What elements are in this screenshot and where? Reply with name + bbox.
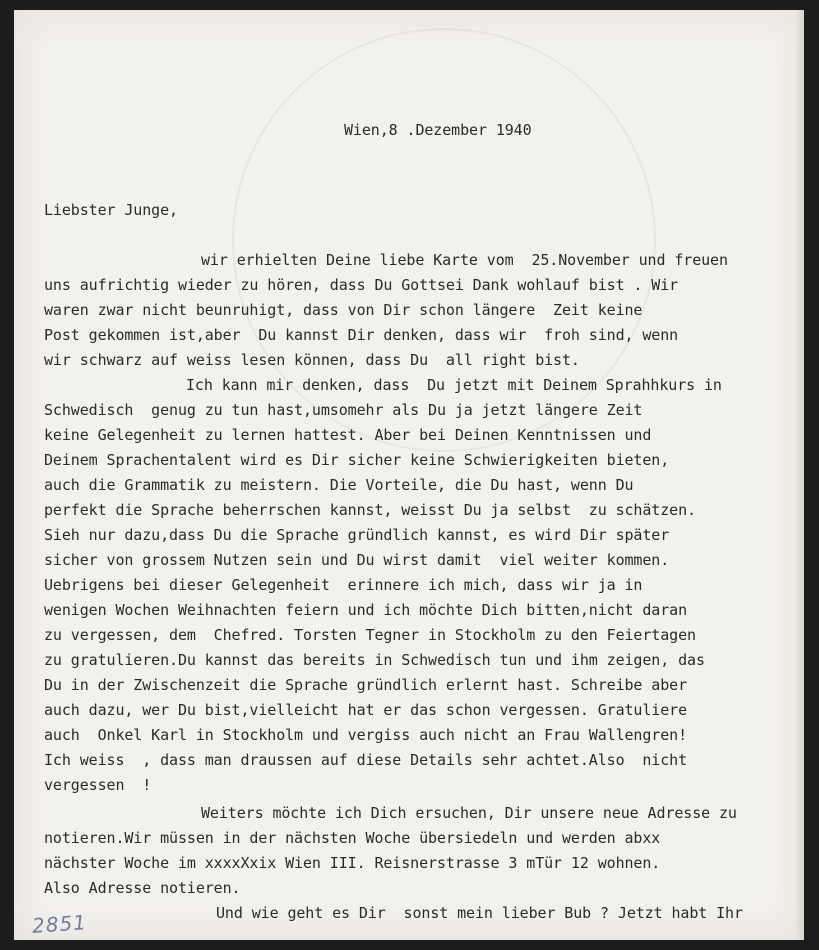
body-line: wir erhielten Deine liebe Karte vom 25.November und freuen: [201, 251, 728, 269]
body-line: Schwedisch genug zu tun hast,umsomehr als Du ja jetzt längere Zeit: [44, 401, 643, 419]
body-line: Deinem Sprachentalent wird es Dir sicher keine Schwierigkeiten bieten,: [44, 451, 670, 469]
body-line: Also Adresse notieren.: [44, 879, 241, 897]
body-line: auch die Grammatik zu meistern. Die Vorteile, die Du hast, wenn Du: [44, 476, 634, 494]
body-line: wenigen Wochen Weihnachten feiern und ich möchte Dich bitten,nicht daran: [44, 601, 688, 619]
body-line: vergessen !: [44, 776, 152, 794]
body-line: notieren.Wir müssen in der nächsten Woche übersiedeln und werden abxx: [44, 829, 661, 847]
body-line: keine Gelegenheit zu lernen hattest. Aber bei Deinen Kenntnissen und: [44, 426, 652, 444]
letter-page: [14, 10, 804, 940]
body-line: Du in der Zwischenzeit die Sprache gründlich erlernt hast. Schreibe aber: [44, 676, 688, 694]
body-line: Ich weiss , dass man draussen auf diese Details sehr achtet.Also nicht: [44, 751, 688, 769]
body-line: Sieh nur dazu,dass Du die Sprache gründlich kannst, es wird Dir später: [44, 526, 670, 544]
body-line: auch dazu, wer Du bist,vielleicht hat er das schon vergessen. Gratuliere: [44, 701, 688, 719]
body-line: wir schwarz auf weiss lesen können, dass Du all right bist.: [44, 351, 580, 369]
body-line: zu vergessen, dem Chefred. Torsten Tegner in Stockholm zu den Feiertagen: [44, 626, 696, 644]
body-line: auch Onkel Karl in Stockholm und vergiss auch nicht an Frau Wallengren!: [44, 726, 688, 744]
body-line: waren zwar nicht beunruhigt, dass von Dir schon längere Zeit keine: [44, 301, 643, 319]
body-line: Weiters möchte ich Dich ersuchen, Dir unsere neue Adresse zu: [201, 804, 737, 822]
salutation: Liebster Junge,: [44, 201, 178, 219]
body-line: Und wie geht es Dir sonst mein lieber Bub ? Jetzt habt Ihr: [216, 904, 743, 922]
letter-date: Wien,8 .Dezember 1940: [344, 121, 532, 139]
body-line: nächster Woche im xxxxXxix Wien III. Reisnerstrasse 3 mTür 12 wohnen.: [44, 854, 661, 872]
body-line: Post gekommen ist,aber Du kannst Dir denken, dass wir froh sind, wenn: [44, 326, 679, 344]
page-edge: [796, 10, 804, 940]
body-line: uns aufrichtig wieder zu hören, dass Du Gottsei Dank wohlauf bist . Wir: [44, 276, 679, 294]
body-line: Uebrigens bei dieser Gelegenheit erinnere ich mich, dass wir ja in: [44, 576, 643, 594]
body-line: perfekt die Sprache beherrschen kannst, weisst Du ja selbst zu schätzen.: [44, 501, 696, 519]
body-line: sicher von grossem Nutzen sein und Du wirst damit viel weiter kommen.: [44, 551, 670, 569]
body-line: zu gratulieren.Du kannst das bereits in Schwedisch tun und ihm zeigen, das: [44, 651, 705, 669]
archive-number: 2851: [31, 910, 88, 938]
body-line: Ich kann mir denken, dass Du jetzt mit Deinem Sprahhkurs in: [186, 376, 722, 394]
